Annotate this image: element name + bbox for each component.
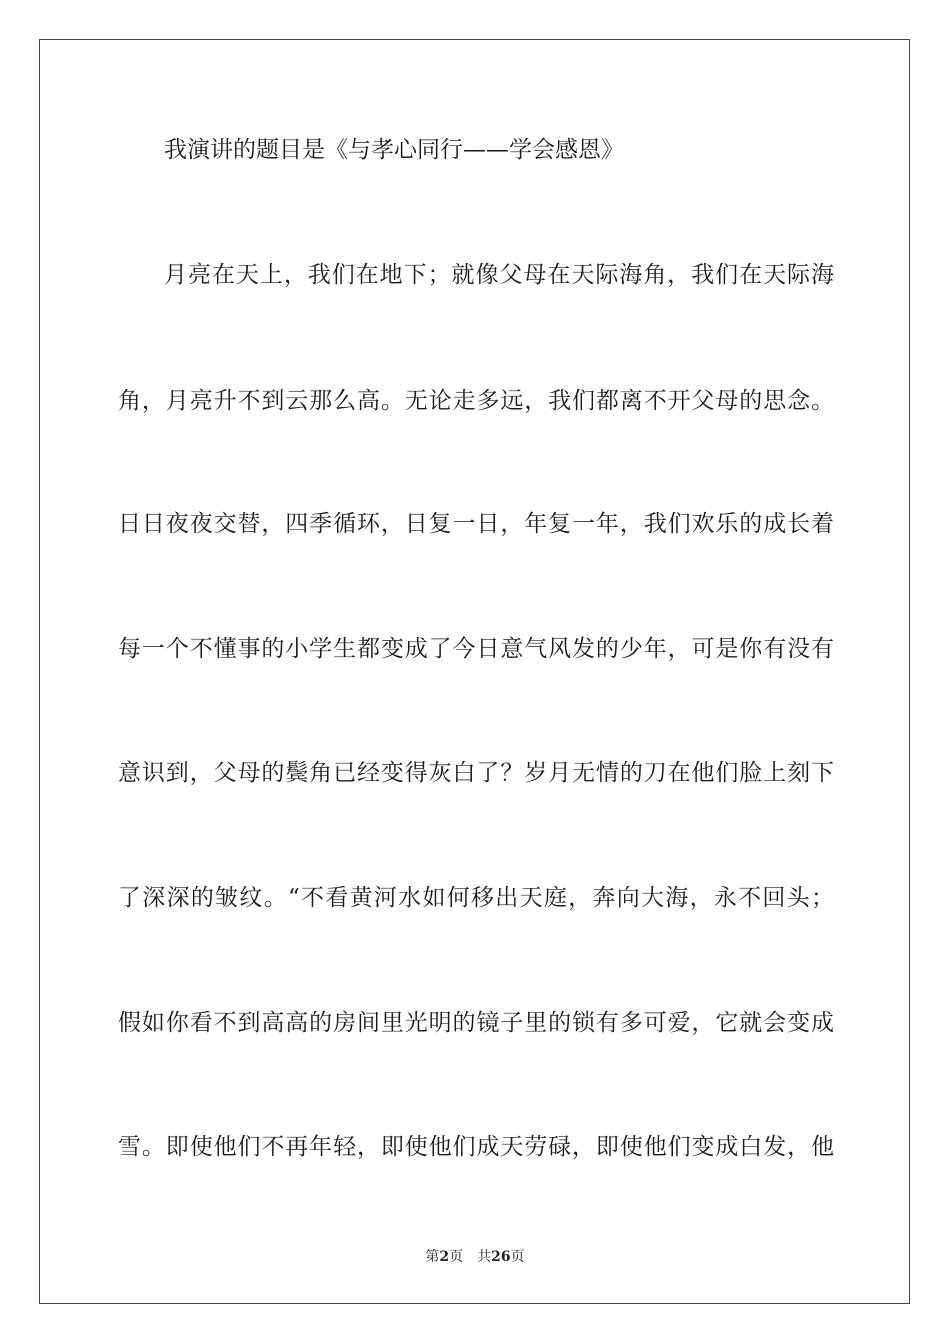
paragraph-line-5: 意识到，父母的鬓角已经变得灰白了？岁月无情的刀在他们脸上刻下 bbox=[118, 760, 834, 786]
footer-total-prefix: 共 bbox=[477, 1249, 492, 1265]
footer-page-prefix: 第 bbox=[425, 1249, 440, 1265]
speech-title-line: 我演讲的题目是《与孝心同行——学会感恩》 bbox=[164, 137, 624, 163]
paragraph-line-7: 假如你看不到高高的房间里光明的镜子里的锁有多可爱，它就会变成 bbox=[118, 1010, 834, 1036]
footer-page-suffix: 页 bbox=[449, 1249, 464, 1265]
paragraph-line-4: 每一个不懂事的小学生都变成了今日意气风发的少年，可是你有没有 bbox=[118, 636, 834, 662]
paragraph-line-6: 了深深的皱纹。“不看黄河水如何移出天庭，奔向大海，永不回头； bbox=[118, 885, 834, 911]
paragraph-line-2: 角，月亮升不到云那么高。无论走多远，我们都离不开父母的思念。 bbox=[118, 388, 834, 414]
paragraph-line-8: 雪。即使他们不再年轻，即使他们成天劳碌，即使他们变成白发，他 bbox=[118, 1134, 834, 1160]
footer-total-pages: 26 bbox=[491, 1249, 511, 1265]
page-footer bbox=[0, 1246, 950, 1266]
paragraph-line-3: 日日夜夜交替，四季循环，日复一日，年复一年，我们欢乐的成长着 bbox=[118, 511, 834, 537]
footer-page-number: 2 bbox=[439, 1249, 450, 1265]
page-border bbox=[39, 39, 910, 1304]
paragraph-line-1: 月亮在天上，我们在地下；就像父母在天际海角，我们在天际海 bbox=[164, 262, 834, 288]
footer-total-suffix: 页 bbox=[510, 1249, 525, 1265]
